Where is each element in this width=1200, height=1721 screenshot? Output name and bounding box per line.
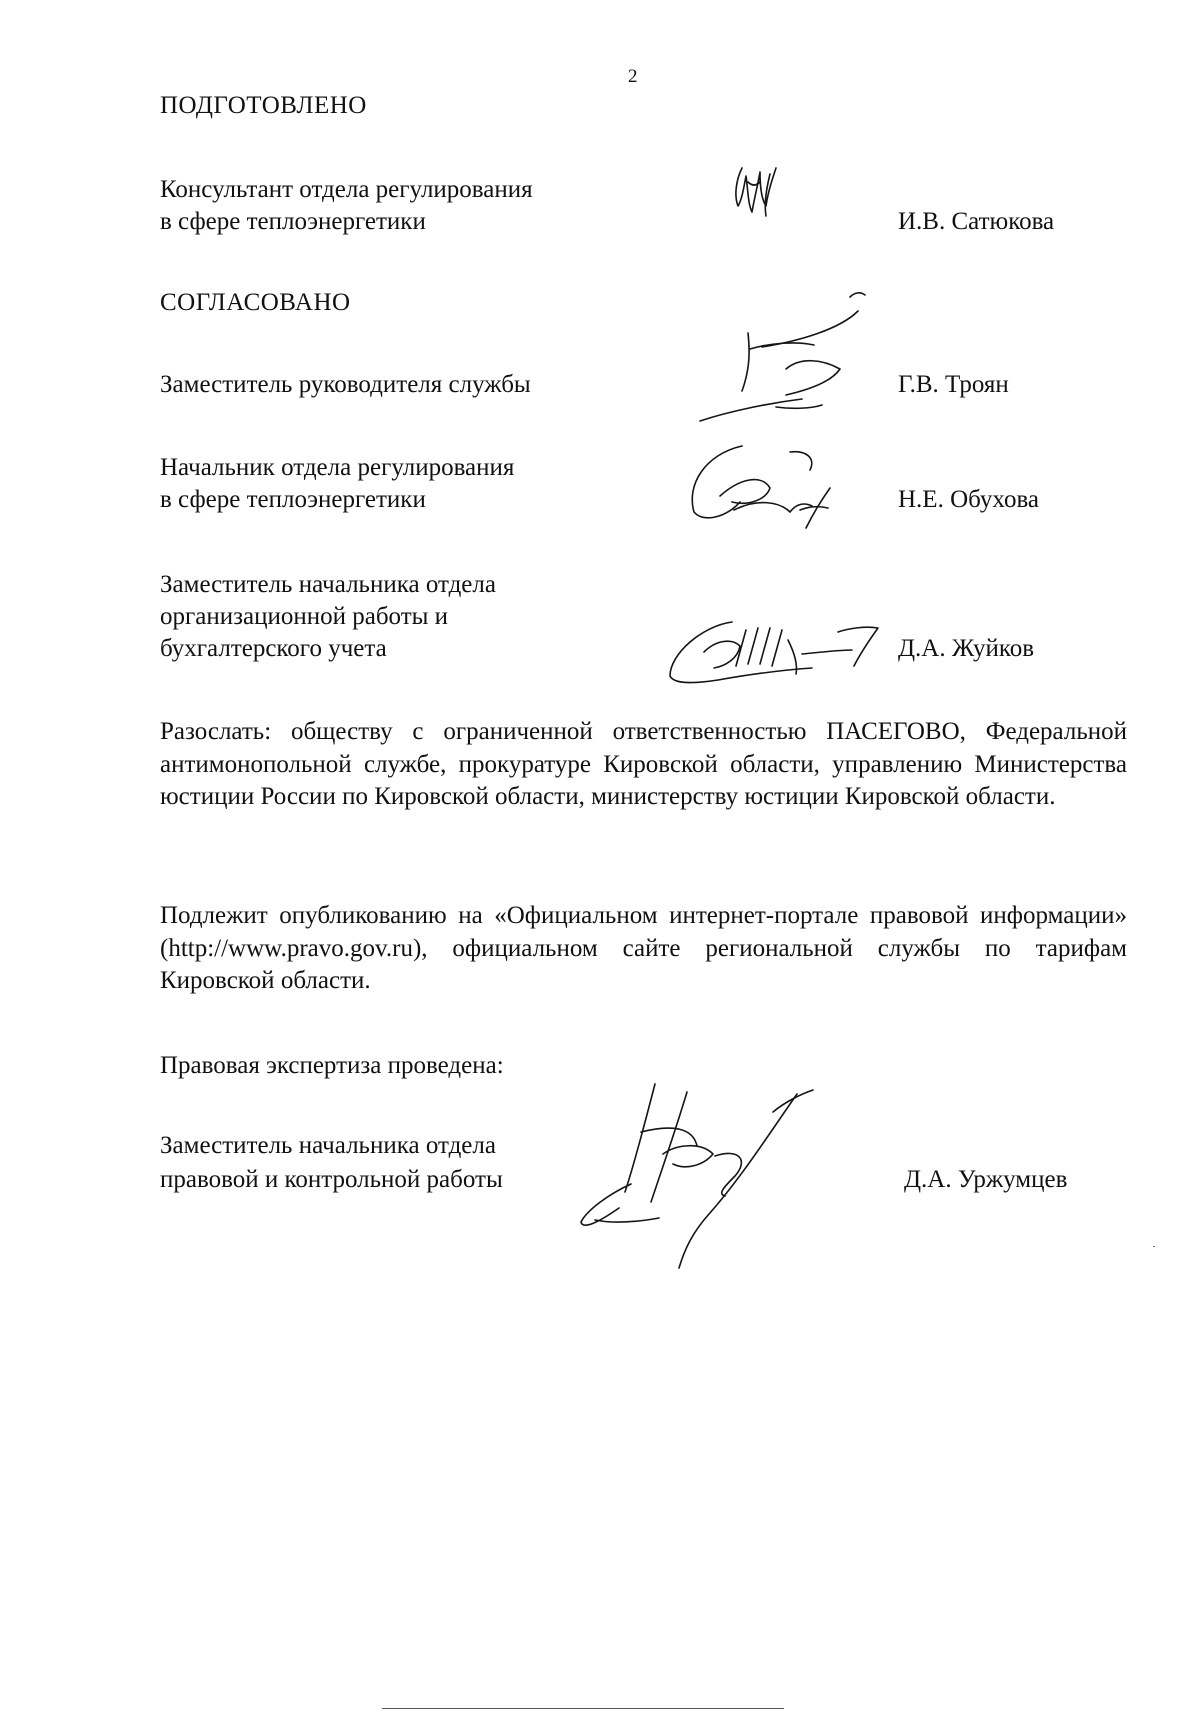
agreed-zhuikov-position-line-1: Заместитель начальника отдела xyxy=(160,571,496,598)
legal-review-name: Д.А. Уржумцев xyxy=(904,1166,1068,1193)
prepared-position-line-2: в сфере теплоэнергетики xyxy=(160,208,426,235)
agreed-troyan-position-line-1: Заместитель руководителя службы xyxy=(160,371,531,398)
publication-paragraph: Подлежит опубликованию на «Официальном интернет-портале правовой информации» (http://www.pravo.gov.ru), официальном сайте региональной службы по тарифам Кировской области. xyxy=(160,902,1127,994)
agreed-zhuikov-position-line-3: бухгалтерского учета xyxy=(160,635,387,662)
agreed-obukhova-position-line-1: Начальник отдела регулирования xyxy=(160,454,515,481)
legal-review-position-line-1: Заместитель начальника отдела xyxy=(160,1132,496,1159)
prepared-heading: ПОДГОТОВЛЕНО xyxy=(160,92,367,119)
signature-troyan xyxy=(690,285,900,425)
scan-speck xyxy=(1153,1246,1155,1247)
page-number: 2 xyxy=(628,66,638,87)
prepared-name: И.В. Сатюкова xyxy=(898,208,1055,235)
agreed-zhuikov-name: Д.А. Жуйков xyxy=(898,635,1035,662)
signature-urzhumtsev xyxy=(575,1072,895,1272)
signature-obukhova xyxy=(680,440,860,530)
prepared-position-line-1: Консультант отдела регулирования xyxy=(160,176,533,203)
signature-zhuikov xyxy=(662,612,902,692)
agreed-troyan-name: Г.В. Троян xyxy=(898,371,1009,398)
signature-satyukova xyxy=(730,160,790,230)
bottom-rule xyxy=(382,1708,784,1709)
agreed-obukhova-name: Н.Е. Обухова xyxy=(898,486,1040,513)
agreed-obukhova-position-line-2: в сфере теплоэнергетики xyxy=(160,486,426,513)
legal-review-position-line-2: правовой и контрольной работы xyxy=(160,1166,503,1193)
legal-review-heading: Правовая экспертиза проведена: xyxy=(160,1052,504,1079)
agreed-heading: СОГЛАСОВАНО xyxy=(160,289,351,316)
distribution-paragraph: Разослать: обществу с ограниченной ответственностью ПАСЕГОВО, Федеральной антимонопольной службе, прокуратуре Кировской области, управлению Министерства юстиции России по Кировской области, министерству юстиции Кировской области. xyxy=(160,718,1127,810)
agreed-zhuikov-position-line-2: организационной работы и xyxy=(160,603,449,630)
